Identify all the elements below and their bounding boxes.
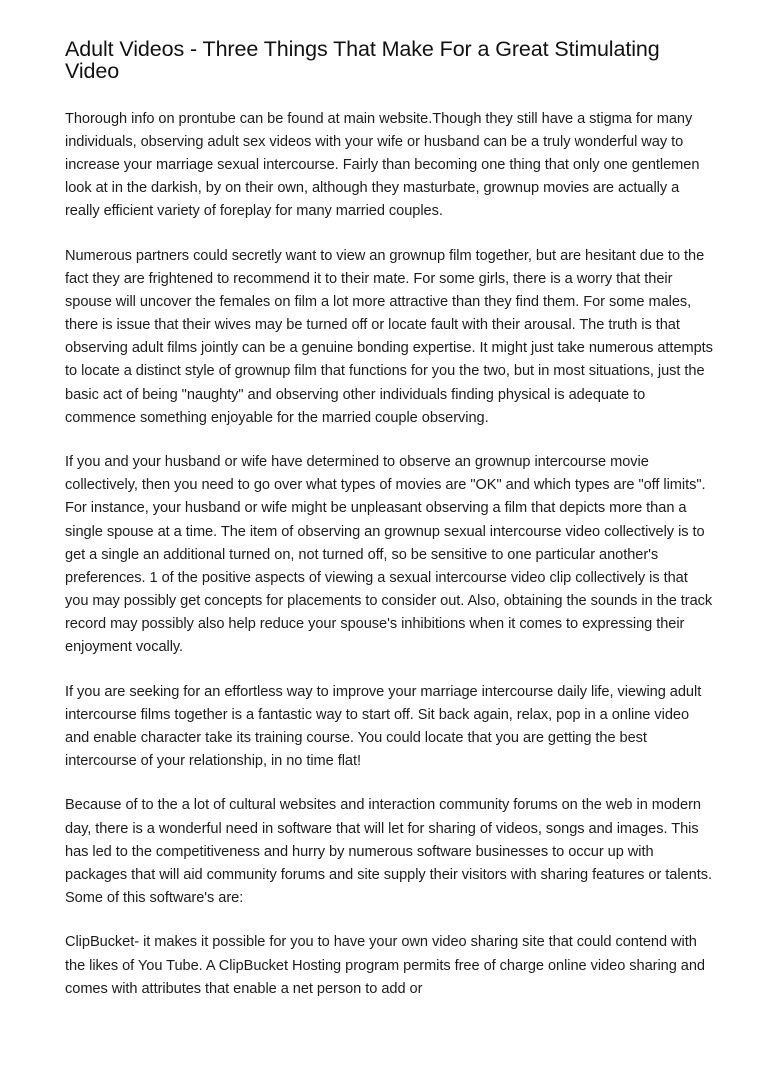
paragraph-3: If you and your husband or wife have determined to observe an grownup intercourse movie collectively, then you need to go over what types of movies are "OK" and which types are "off limits". For instance, your husband or wife might be unpleasant observing a film that depicts more than a single spouse at a time. The item of observing an grownup sexual intercourse video collectively is to get a single an additional turned on, not turned off, so be sensitive to one particular another's preferences. 1 of the positive aspects of viewing a sexual intercourse video clip collectively is that you may possibly get concepts for placements to consider out. Also, obtaining the sounds in the track record may possibly also help reduce your spouse's inhibitions when it comes to expressing their enjoyment vocally. [65,454,713,655]
paragraph-6: ClipBucket- it makes it possible for you to have your own video sharing site that could contend with the likes of You Tube. A ClipBucket Hosting program permits free of charge online video sharing and comes with attributes that enable a net person to add or [65,934,705,997]
paragraph-5: Because of to the a lot of cultural websites and interaction community forums on the web in modern day, there is a wonderful need in software that will let for sharing of videos, songs and images. This has led to the competitiveness and hurry by numerous software businesses to occur up with packages that will aid community forums and site supply their visitors with sharing features or talents. Some of this software's are: [65,797,712,906]
paragraph-2: Numerous partners could secretly want to view an grownup film together, but are hesitant due to the fact they are frightened to recommend it to their mate. For some girls, there is a worry that their spouse will uncover the females on film a lot more attractive than they find them. For some males, there is issue that their wives may be turned off or locate fault with their arousal. The truth is that observing adult films jointly can be a genuine bonding expertise. It might just take numerous attempts to locate a distinct style of grownup film that functions for you the two, but in most situations, just the basic act of being "naughty" and observing other individuals finding physical is adequate to commence something enjoyable for the married couple observing. [65,247,713,426]
paragraph-4: If you are seeking for an effortless way to improve your marriage intercourse daily life, viewing adult intercourse films together is a fantastic way to start off. Sit back again, relax, pop in a online video and enable character take its training course. You could locate that you are getting the best intercourse of your relationship, in no time flat! [65,683,702,769]
paragraph-1: Thorough info on prontube can be found at main website.Though they still have a stigma for many individuals, observing adult sex videos with your wife or husband can be a truly wonderful way to increase your marriage sexual intercourse. Fairly than becoming one thing that only one gentlemen look at in the darkish, by on their own, although they masturbate, grownup movies are actually a really efficient variety of foreplay for many married couples. [65,111,700,220]
document-title: Adult Videos - Three Things That Make For a Great Stimulating Video [65,37,660,83]
document-body [65,108,713,1001]
document-page [65,38,713,1001]
